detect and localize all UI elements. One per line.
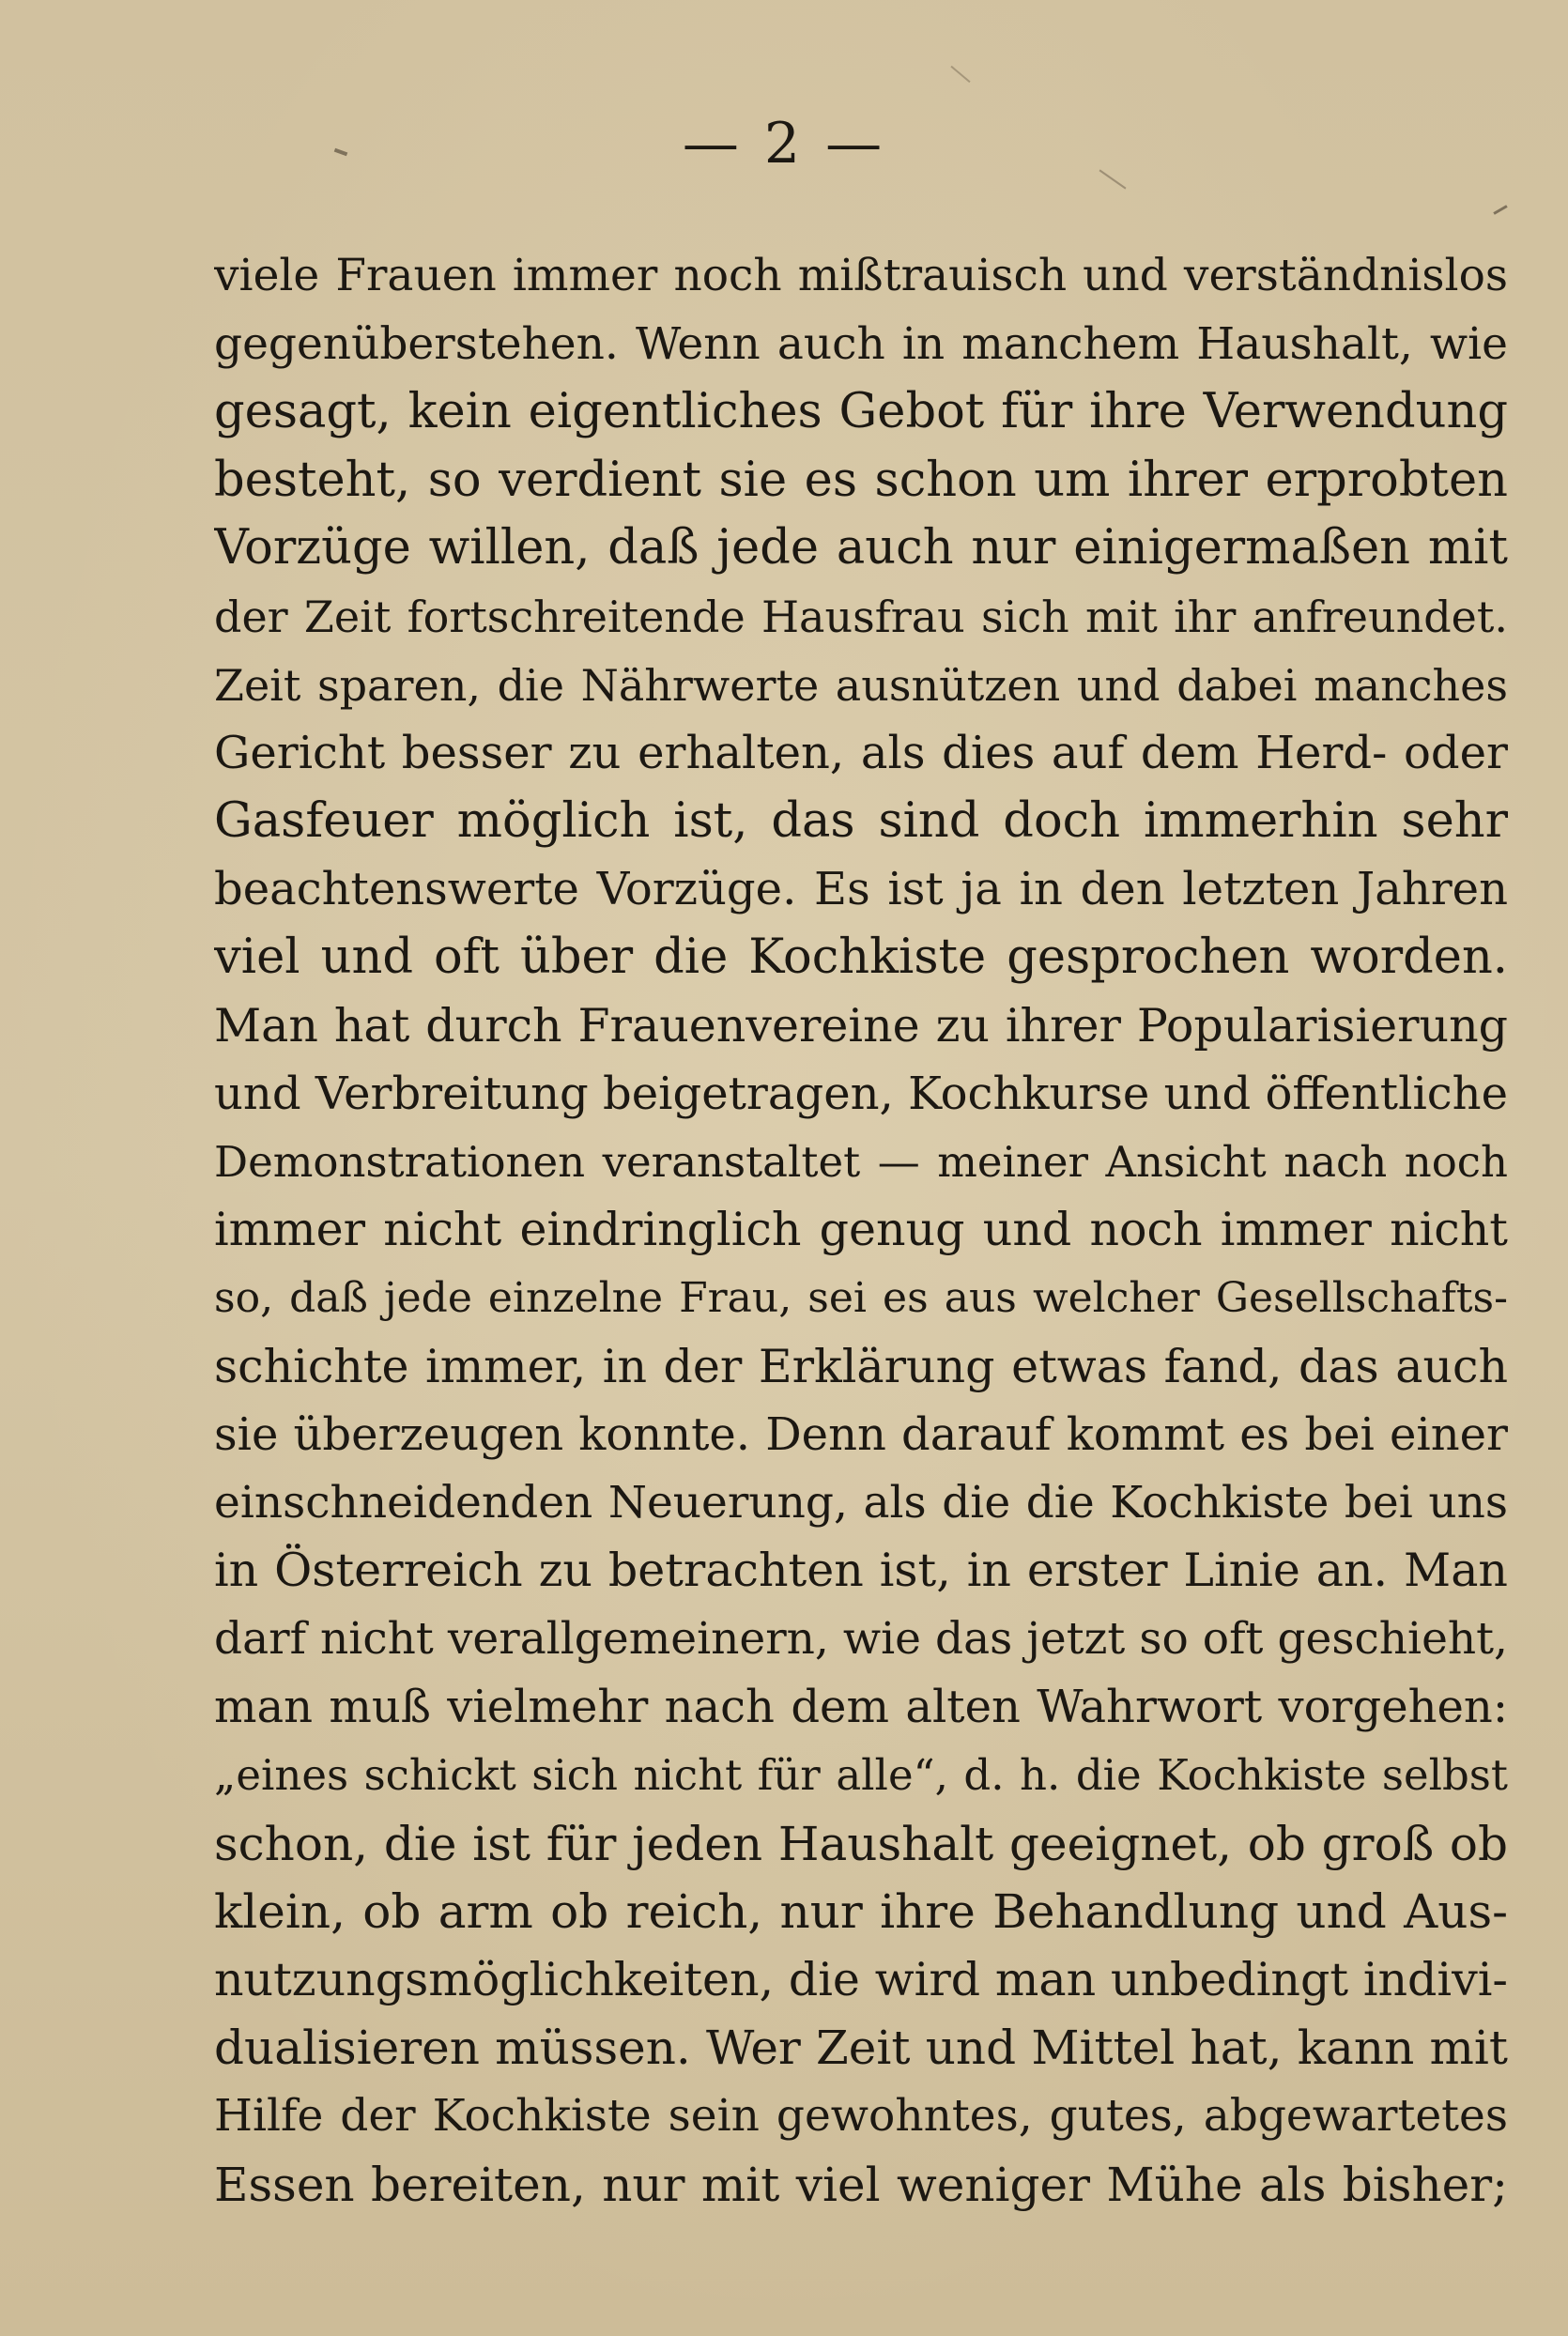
text-line: Man hat durch Frauenvereine zu ihrer Popularisierung: [214, 998, 1508, 1053]
page-number: — 2 —: [682, 111, 886, 177]
text-line: einschneidenden Neuerung, als die die Kochkiste bei uns: [214, 1476, 1508, 1529]
text-line: Zeit sparen, die Nährwerte ausnützen und dabei manches: [214, 659, 1508, 711]
text-line: viel und oft über die Kochkiste gesprochen worden.: [214, 929, 1508, 985]
print-speck: [950, 66, 970, 83]
text-line: gesagt, kein eigentliches Gebot für ihre Verwendung: [214, 384, 1508, 440]
text-line: dualisieren müssen. Wer Zeit und Mittel hat, kann mit: [214, 2021, 1508, 2076]
text-line: Essen bereiten, nur mit viel weniger Mühe als bisher;: [214, 2157, 1508, 2212]
text-line: darf nicht verallgemeinern, wie das jetzt so oft geschieht,: [214, 1612, 1508, 1665]
text-line: Gasfeuer möglich ist, das sind doch immerhin sehr: [214, 792, 1508, 849]
text-line: besteht, so verdient sie es schon um ihrer erprobten: [214, 452, 1508, 508]
text-line: sie überzeugen konnte. Denn darauf kommt es bei einer: [214, 1408, 1508, 1462]
text-line: gegenüberstehen. Wenn auch in manchem Haushalt, wie: [214, 317, 1508, 370]
text-line: in Österreich zu betrachten ist, in erster Linie an. Man: [214, 1544, 1508, 1598]
text-line: „eines schickt sich nicht für alle“, d. h. die Kochkiste selbst: [214, 1750, 1508, 1801]
text-line: schichte immer, in der Erklärung etwas fand, das auch: [214, 1339, 1508, 1393]
text-line: schon, die ist für jeden Haushalt geeignet, ob groß ob: [214, 1816, 1508, 1871]
text-line: Hilfe der Kochkiste sein gewohntes, gutes, abgewartetes: [214, 2090, 1508, 2143]
print-speck: [1493, 205, 1507, 215]
text-line: nutzungsmöglichkeiten, die wird man unbedingt indivi-: [214, 1952, 1508, 2006]
text-line: immer nicht eindringlich genug und noch immer nicht: [214, 1203, 1508, 1257]
text-line: beachtenswerte Vorzüge. Es ist ja in den letzten Jahren: [214, 863, 1508, 916]
text-line: viele Frauen immer noch mißtrauisch und verständnislos: [214, 250, 1508, 301]
text-line: und Verbreitung beigetragen, Kochkurse und öffentliche: [214, 1068, 1508, 1121]
text-line: Vorzüge willen, daß jede auch nur einigermaßen mit: [214, 520, 1508, 576]
text-line: Gericht besser zu erhalten, als dies auf dem Herd- oder: [214, 727, 1508, 780]
text-line: der Zeit fortschreitende Hausfrau sich mit ihr anfreundet.: [214, 591, 1508, 642]
text-line: klein, ob arm ob reich, nur ihre Behandlung und Aus-: [214, 1884, 1508, 1940]
body-text: [214, 242, 1508, 2219]
text-line: man muß vielmehr nach dem alten Wahrwort vorgehen:: [214, 1681, 1508, 1734]
text-line: Demonstrationen veranstaltet — meiner Ansicht nach noch: [214, 1136, 1508, 1187]
text-line: so, daß jede einzelne Frau, sei es aus welcher Gesellschafts-: [214, 1273, 1508, 1322]
